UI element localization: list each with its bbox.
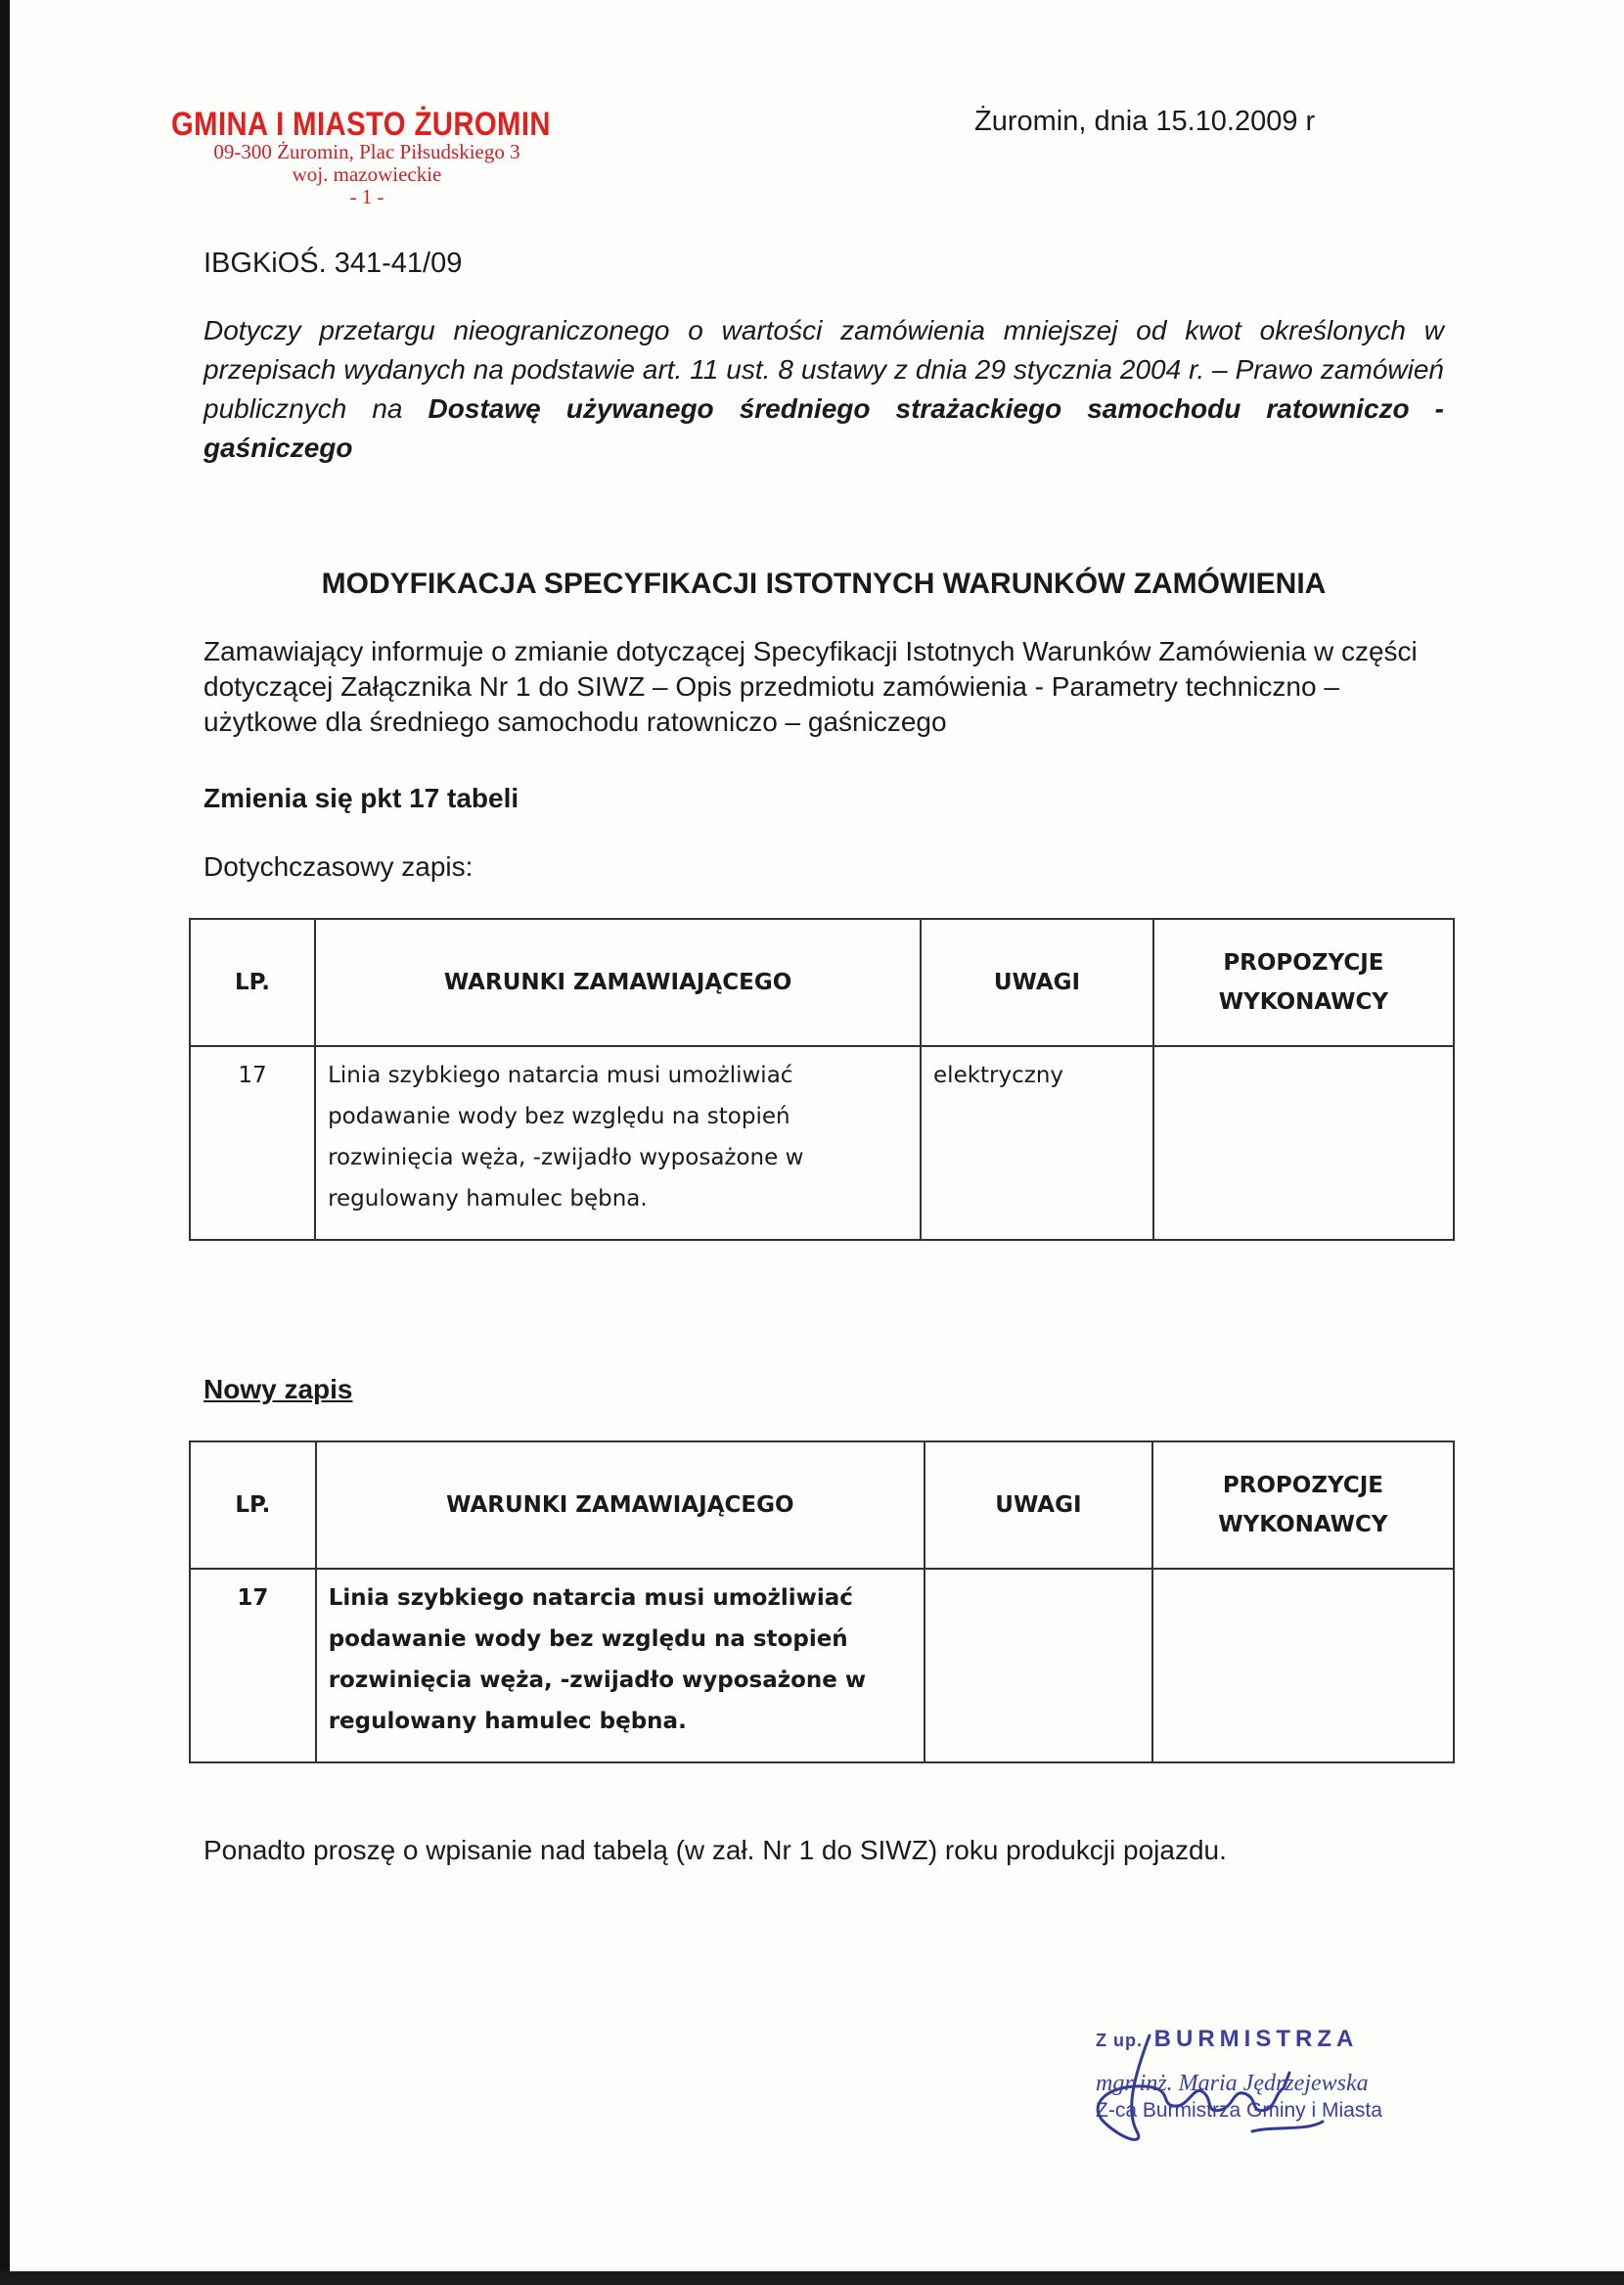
header-lp: LP. [190,919,315,1046]
subject-intro: Dotyczy przetargu nieograniczonego o wartości zamówienia mniejszej od kwot określonych w przepisach wydanych na podstawie art. 11 ust. 8 ustawy z dnia 29 stycznia 2004 r. – Prawo zamówień publicznych na [203,315,1444,424]
cell-condition: Linia szybkiego natarcia musi umożliwiać podawanie wody bez względu na stopień rozwinięcia węża, -zwijadło wyposażone w regulowany hamulec bębna. [315,1046,921,1240]
scan-edge-bottom [0,2271,1624,2285]
cell-proposal [1153,1046,1454,1240]
signature-title: BURMISTRZA [1153,2026,1359,2052]
date-line: Żuromin, dnia 15.10.2009 r [974,106,1316,137]
cell-remarks: elektryczny [921,1046,1153,1240]
header-lp: LP. [190,1441,316,1569]
closing-paragraph: Ponadto proszę o wpisanie nad tabelą (w zał. Nr 1 do SIWZ) roku produkcji pojazdu. [203,1835,1227,1865]
table-header-row [190,919,1454,1046]
header-proposals: PROPOZYCJE WYKONAWCY [1153,919,1454,1046]
cell-lp: 17 [190,1569,316,1762]
old-spec-table [189,918,1455,1241]
cell-condition: Linia szybkiego natarcia musi umożliwiać podawanie wody bez względu na stopień rozwinięcia węża, -zwijadło wyposażone w regulowany hamulec bębna. [316,1569,925,1762]
new-entry-label: Nowy zapis [203,1374,353,1404]
new-spec-table [189,1440,1455,1763]
signature-prefix: Z up. [1096,2031,1143,2050]
table-row [190,1046,1454,1240]
reference-number: IBGKiOŚ. 341-41/09 [203,248,463,279]
intro-paragraph: Zamawiający informuje o zmianie dotyczącej Specyfikacji Istotnych Warunków Zamówienia w części dotyczącej Załącznika Nr 1 do SIWZ – Opis przedmiotu zamówienia - Parametry techniczno – użytkowe dla średniego samochodu ratowniczo – gaśniczego [203,636,1418,737]
subject-paragraph [203,311,1444,468]
header-remarks: UWAGI [921,919,1153,1046]
document-heading: MODYFIKACJA SPECYFIKACJI ISTOTNYCH WARUNKÓW ZAMÓWIENIA [321,568,1327,600]
subject-emphasis: Dostawę używanego średniego strażackiego samochodu ratowniczo - gaśniczego [203,393,1444,463]
stamp-mark: - 1 - [349,185,384,208]
signatory-name: mgr inż. Maria Jędrzejewska [1096,2071,1369,2096]
table-header-row [190,1441,1454,1569]
stamp-title: GMINA I MIASTO ŻUROMIN [171,106,551,143]
signature-stamp [1096,2026,1467,2123]
cell-remarks [925,1569,1152,1762]
change-label: Zmienia się pkt 17 tabeli [203,783,519,813]
table-row [190,1569,1454,1762]
cell-lp: 17 [190,1046,315,1240]
header-conditions: WARUNKI ZAMAWIAJĄCEGO [315,919,921,1046]
header-remarks: UWAGI [925,1441,1152,1569]
header-conditions: WARUNKI ZAMAWIAJĄCEGO [316,1441,925,1569]
stamp-region: woj. mazowieckie [292,162,442,186]
signatory-role: Z-ca Burmistrza Gminy i Miasta [1096,2099,1382,2122]
issuer-stamp [171,108,563,208]
old-entry-label: Dotychczasowy zapis: [203,851,474,882]
header-proposals: PROPOZYCJE WYKONAWCY [1152,1441,1454,1569]
signature-stamp-top [1096,2026,1467,2053]
cell-proposal [1152,1569,1454,1762]
scan-edge-left [0,0,10,2285]
stamp-address: 09-300 Żuromin, Plac Piłsudskiego 3 [213,140,520,163]
